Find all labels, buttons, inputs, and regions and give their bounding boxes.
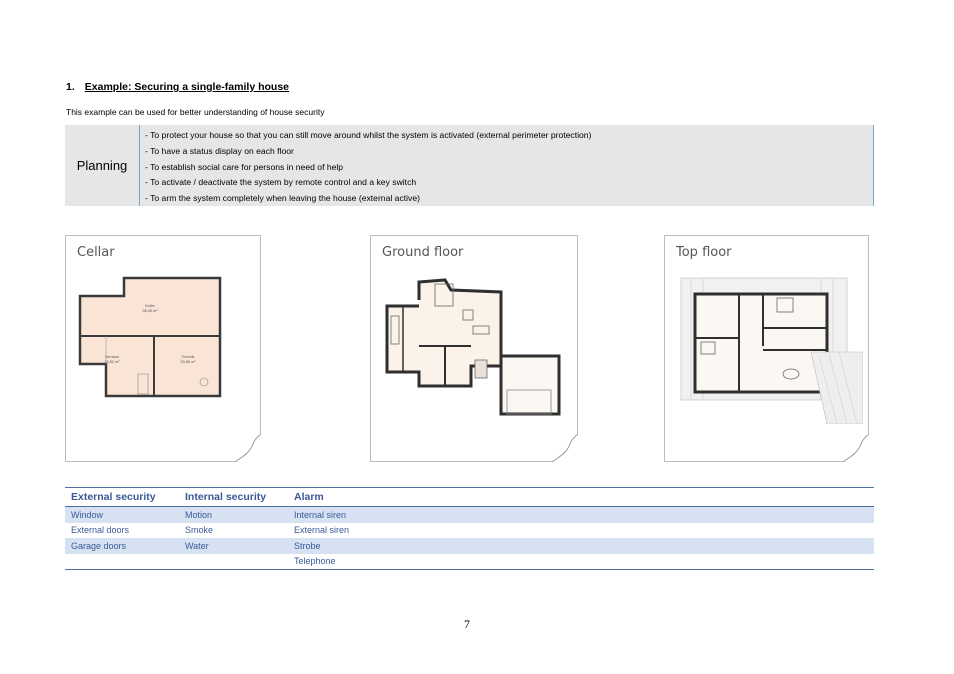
table-row xyxy=(65,554,874,570)
section-title: Example: Securing a single-family house xyxy=(84,81,289,93)
floor-title: Top floor xyxy=(676,245,732,260)
planning-item: - To protect your house so that you can still move around whilst the system is activated (external perimeter protection) xyxy=(145,130,592,140)
room-area: 20,86 m² xyxy=(180,360,196,364)
table-cell: Strobe xyxy=(288,538,874,554)
planning-item: - To have a status display on each floor xyxy=(145,145,294,156)
security-table xyxy=(65,487,874,570)
page-curl-icon xyxy=(552,434,578,462)
floor-title: Cellar xyxy=(77,245,115,260)
top-floor-plan xyxy=(677,276,863,424)
table-cell: Water xyxy=(179,538,288,554)
table-cell: Smoke xyxy=(185,525,214,536)
page-curl-icon xyxy=(843,434,869,462)
planning-box xyxy=(65,125,874,206)
table-cell xyxy=(65,554,179,570)
column-header-external-security: External security xyxy=(65,488,179,507)
table-cell: Telephone xyxy=(294,556,336,567)
intro-text: This example can be used for better understanding of house security xyxy=(66,107,325,117)
floor-card-cellar xyxy=(65,235,261,462)
room-label: Keller xyxy=(145,304,155,308)
table-row xyxy=(65,523,874,539)
column-header-internal-security: Internal security xyxy=(179,488,288,507)
floor-card-ground-floor xyxy=(370,235,578,462)
planning-item: - To establish social care for persons in need of help xyxy=(145,161,344,172)
table-cell: External doors xyxy=(71,525,130,536)
table-cell: Garage doors xyxy=(65,538,179,554)
table-cell xyxy=(179,554,288,570)
table-cell: Motion xyxy=(179,507,288,523)
section-heading xyxy=(66,81,289,93)
table-row xyxy=(65,507,874,523)
room-area: 24,52 m² xyxy=(104,360,120,364)
planning-item: - To activate / deactivate the system by remote control and a key switch xyxy=(145,177,417,188)
ground-floor-plan xyxy=(383,276,561,418)
floor-title: Ground floor xyxy=(382,245,464,260)
section-number: 1. xyxy=(66,81,75,93)
page-number: 7 xyxy=(464,617,470,631)
table-cell: Internal siren xyxy=(288,507,874,523)
cellar-floor-plan xyxy=(76,274,226,402)
planning-item: - To arm the system completely when leaving the house (external active) xyxy=(145,193,420,204)
table-cell: External siren xyxy=(294,525,350,536)
room-area: 58,45 m² xyxy=(142,309,158,313)
room-label: Technik xyxy=(181,355,195,359)
floor-card-top-floor xyxy=(664,235,869,462)
column-header-alarm: Alarm xyxy=(288,488,874,507)
table-header-row xyxy=(65,488,874,507)
table-row xyxy=(65,538,874,554)
planning-list xyxy=(145,128,591,207)
planning-label: Planning xyxy=(65,125,140,206)
room-label: Vorraum xyxy=(104,355,120,359)
table-cell: Window xyxy=(65,507,179,523)
page-curl-icon xyxy=(235,434,261,462)
